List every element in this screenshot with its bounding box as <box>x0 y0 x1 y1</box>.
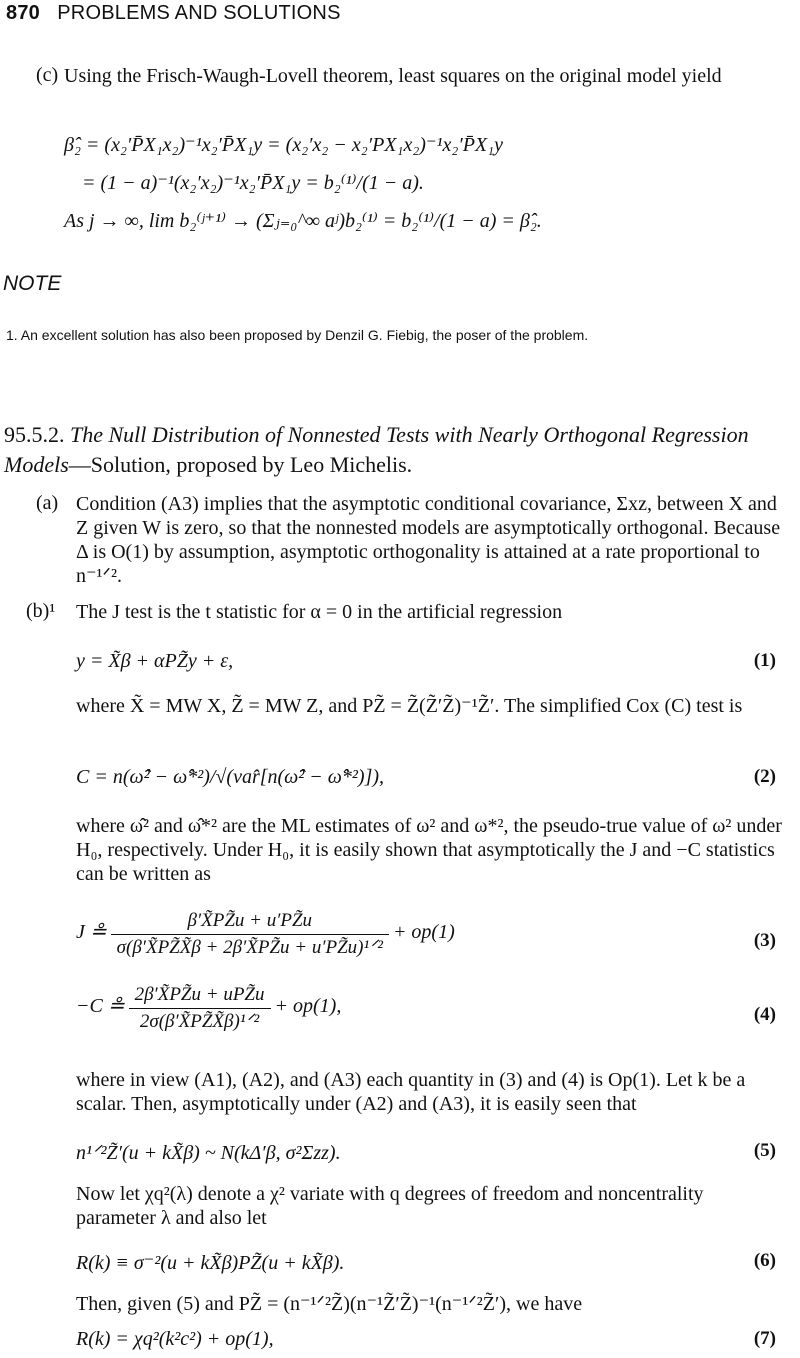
section-title-text: The Null Distribution of Nonnested Tests with Nearly Orthogonal Regression Models <box>4 422 749 477</box>
equation-6-number: (6) <box>753 1250 776 1271</box>
equation-5-number: (5) <box>753 1140 776 1161</box>
equation-5: n¹ᐟ²Z̃′(u + kX̃β) ~ N(kΔ′β, σ²Σzz). <box>76 1142 341 1164</box>
part-c-equation-1: β̂₂ = (x₂′P̄X₁x₂)⁻¹x₂′P̄X₁y = (x₂′x₂ − x₂′PX₁x₂)⁻¹x₂′P̄X₁y <box>64 134 503 156</box>
running-head <box>6 2 341 25</box>
part-c-equation-3: As j → ∞, lim b₂⁽ʲ⁺¹⁾ → (Σⱼ₌₀^∞ aʲ)b₂⁽¹⁾ = b₂⁽¹⁾/(1 − a) = β̂₂. <box>64 210 542 232</box>
equation-6: R(k) ≡ σ⁻²(u + kX̃β)PZ̃(u + kX̃β). <box>76 1252 345 1274</box>
equation-4-lhs: −C ≗ <box>76 995 125 1018</box>
section-title <box>4 420 794 480</box>
equation-2-number: (2) <box>753 766 776 787</box>
part-a-label: (a) <box>36 492 59 514</box>
section-byline: Solution, proposed by Leo Michelis. <box>90 452 413 477</box>
equation-4 <box>76 982 341 1035</box>
part-c-equation-2: = (1 − a)⁻¹(x₂′x₂)⁻¹x₂′P̄X₁y = b₂⁽¹⁾/(1 − a). <box>82 172 424 194</box>
equation-4-denominator: 2σ(β′X̃PZ̃X̃β)¹ᐟ² <box>139 1011 260 1032</box>
part-c-text: Using the Frisch-Waugh-Lovell theorem, least squares on the original model yield <box>64 65 722 87</box>
part-b-where-3: where in view (A1), (A2), and (A3) each quantity in (3) and (4) is Op(1). Let k be a scalar. Then, asymptotically under (A2) and (A3), it is easily seen that <box>76 1069 746 1115</box>
equation-1-number: (1) <box>753 650 776 671</box>
note-heading: NOTE <box>3 272 62 295</box>
page-number: 870 <box>6 2 40 24</box>
part-b-where-2: where ω̂² and ω̂*² are the ML estimates of ω² and ω*², the pseudo-true value of ω² under H₀, respectively. Under H₀, it is easily shown that asymptotically the J and −C statistics can be written as <box>76 815 782 885</box>
part-c-label: (c) <box>36 64 59 86</box>
equation-4-numerator: 2β′X̃PZ̃u + uPZ̃u <box>129 982 271 1009</box>
equation-3-lhs: J ≗ <box>76 921 107 944</box>
equation-3-fraction <box>111 908 389 961</box>
equation-7: R(k) = χq²(k²c²) + op(1), <box>76 1328 274 1350</box>
part-a-text: Condition (A3) implies that the asymptotic conditional covariance, Σxz, between X and Z given W is zero, so that the nonnested models are asymptotically orthogonal. Because Δ is O(1) by assumption, asymptotic orthogonality is attained at a rate proportional to n⁻¹ᐟ². <box>76 493 781 587</box>
equation-7-number: (7) <box>753 1328 776 1349</box>
part-b-where-4: Now let χq²(λ) denote a χ² variate with q degrees of freedom and noncentrality parameter λ and also let <box>76 1183 704 1229</box>
part-b-where-1: where X̃ = MW X, Z̃ = MW Z, and PZ̃ = Z̃(Z̃′Z̃)⁻¹Z̃′. The simplified Cox (C) test is <box>76 695 743 717</box>
equation-3-number: (3) <box>753 930 776 951</box>
equation-4-fraction <box>129 982 271 1035</box>
equation-3-numerator: β′X̃PZ̃u + u′PZ̃u <box>111 908 389 935</box>
equation-4-tail: + op(1), <box>274 995 342 1018</box>
equation-3-denominator: σ(β′X̃PZ̃X̃β + 2β′X̃PZ̃u + u′PZ̃u)¹ᐟ² <box>116 937 383 958</box>
footnote: 1. An excellent solution has also been proposed by Denzil G. Fiebig, the poser of the problem. <box>6 327 589 343</box>
equation-2: C = n(ω̂² − ω̂*²)/√(var̂[n(ω̂² − ω̂*²)]), <box>76 766 385 788</box>
section-dash: — <box>68 452 91 477</box>
running-title: PROBLEMS AND SOLUTIONS <box>57 2 341 24</box>
part-b-where-5: Then, given (5) and PZ̃ = (n⁻¹ᐟ²Z̃)(n⁻¹Z̃′Z̃)⁻¹(n⁻¹ᐟ²Z̃′), we have <box>76 1293 583 1315</box>
equation-3 <box>76 908 455 961</box>
part-b-label: (b)¹ <box>26 600 56 622</box>
equation-3-tail: + op(1) <box>392 921 455 944</box>
section-number: 95.5.2. <box>4 422 65 447</box>
equation-1: y = X̃β + αPZ̃y + ε, <box>76 650 234 672</box>
part-b-intro: The J test is the t statistic for α = 0 in the artificial regression <box>76 601 563 623</box>
equation-4-number: (4) <box>753 1004 776 1025</box>
